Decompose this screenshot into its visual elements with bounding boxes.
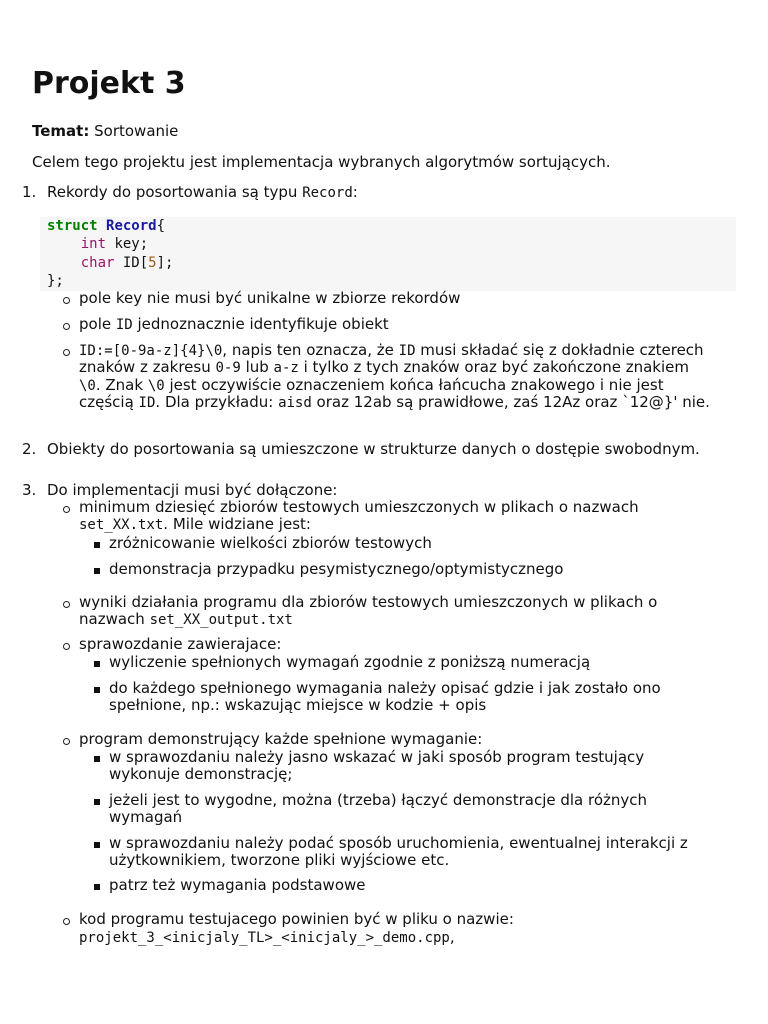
item-3-bullet-4-sub-1-line-2: wykonuje demonstrację; (109, 765, 293, 783)
bullet-circle (63, 918, 70, 925)
code-field-key: key; (106, 236, 149, 252)
text-part: jednoznacznie identyfikuje obiekt (132, 315, 389, 333)
text-part: jest oczywiście oznaczeniem końca łańcucha znakowego i nie jest (164, 376, 664, 394)
item-3-bullet-3-sub-1: wyliczenie spełnionych wymagań zgodnie z poniższą numeracją (109, 653, 591, 671)
bullet-square (94, 842, 100, 848)
item-3-bullet-1-sub-1: zróżnicowanie wielkości zbiorów testowych (109, 534, 432, 552)
intro-paragraph: Celem tego projektu jest implementacja wybranych algorytmów sortujących. (32, 153, 611, 171)
bullet-circle (63, 738, 70, 745)
inline-code: a-z (273, 360, 299, 376)
item-3-bullet-2-line-2 (79, 611, 293, 630)
code-line-3 (47, 254, 173, 272)
item-1-bullet-1: pole key nie musi być unikalne w zbiorze rekordów (79, 289, 461, 307)
text-part: , napis ten oznacza, że (222, 341, 399, 359)
text-part: oraz 12ab są prawidłowe, zaś 12Az oraz `12@}' nie. (311, 393, 710, 411)
page-title: Projekt 3 (32, 66, 186, 101)
item-1-bullet-3-line-4 (79, 394, 710, 413)
text-part: lub (240, 358, 274, 376)
text-part: . Dla przykładu: (155, 393, 279, 411)
bullet-square (94, 756, 100, 762)
code-type-int: int (80, 236, 107, 252)
code-block (40, 217, 736, 291)
bullet-circle (63, 297, 70, 304)
topic-label: Temat: (32, 122, 90, 140)
bullet-circle (63, 643, 70, 650)
item-3-bullet-4: program demonstrujący każde spełnione wymaganie: (79, 730, 483, 748)
item-1-code: Record (302, 185, 353, 201)
item-1-bullet-3-line-2 (79, 359, 689, 378)
code-struct-keyword: struct (47, 218, 98, 234)
item-1-text (47, 184, 358, 203)
text-part: . Znak (95, 376, 148, 394)
inline-code: aisd (278, 395, 312, 411)
item-3-text: Do implementacji musi być dołączone: (47, 481, 338, 499)
code-line-1 (47, 217, 165, 235)
bullet-circle (63, 349, 70, 356)
code-line-4 (47, 272, 64, 290)
item-3-bullet-1-line-1: minimum dziesięć zbiorów testowych umieszczonych w plikach o nazwach (79, 498, 639, 516)
bullet-square (94, 661, 100, 667)
item-3-bullet-1-sub-2: demonstracja przypadku pesymistycznego/optymistycznego (109, 560, 564, 578)
inline-code: ID (398, 343, 416, 359)
bullet-square (94, 799, 100, 805)
text-part: , (449, 928, 455, 946)
item-3-bullet-5-line-1: kod programu testujacego powinien być w pliku o nazwie: (79, 910, 514, 928)
code-close-brace: }; (47, 273, 64, 289)
item-3-bullet-4-sub-4: patrz też wymagania podstawowe (109, 876, 366, 894)
bullet-square (94, 568, 100, 574)
inline-code: ID (115, 317, 133, 333)
inline-code: 0-9 (215, 360, 241, 376)
inline-code: ID (138, 395, 156, 411)
topic-value: Sortowanie (94, 122, 179, 140)
topic-line (32, 121, 178, 141)
item-1-lead: Rekordy do posortowania są typu (47, 183, 303, 201)
item-3-bullet-3-sub-2-line-1: do każdego spełnionego wymagania należy opisać gdzie i jak zostało ono (109, 679, 661, 697)
bullet-square (94, 687, 100, 693)
bullet-circle (63, 506, 70, 513)
code-array-size: 5 (148, 255, 157, 271)
inline-code: \0 (147, 378, 165, 394)
inline-code: ID:=[0-9a-z]{4}\0 (79, 343, 223, 359)
item-1-tail: : (352, 183, 358, 201)
item-3-bullet-5-line-2 (79, 929, 455, 948)
text-part: i tylko z tych znaków oraz być zakończone znakiem (298, 358, 689, 376)
item-2-number: 2. (22, 440, 37, 458)
item-3-bullet-4-sub-3-line-2: użytkownikiem, tworzone pliki wyjściowe etc. (109, 851, 450, 869)
text-part: . Mile widziane jest: (163, 515, 311, 533)
text-part: nazwach (79, 610, 150, 628)
text-part: znaków z zakresu (79, 358, 216, 376)
text-part: częścią (79, 393, 139, 411)
item-1-bullet-2 (79, 316, 389, 335)
text-part: musi składać się z dokładnie czterech (415, 341, 704, 359)
bullet-square (94, 542, 100, 548)
item-3-bullet-3: sprawozdanie zawierajace: (79, 635, 282, 653)
item-2-text: Obiekty do posortowania są umieszczone w strukturze danych o dostępie swobodnym. (47, 440, 700, 458)
bullet-square (94, 884, 100, 890)
code-struct-name: Record (106, 218, 157, 234)
item-1-number: 1. (22, 183, 37, 201)
bullet-circle (63, 323, 70, 330)
inline-code: set_XX.txt (79, 517, 164, 533)
code-open-brace: { (156, 218, 166, 234)
text-part: pole (79, 315, 116, 333)
item-3-bullet-3-sub-2-line-2: spełnione, np.: wskazując miejsce w kodzie + opis (109, 696, 487, 714)
bullet-circle (63, 601, 70, 608)
inline-code: \0 (79, 378, 96, 394)
inline-code: set_XX_output.txt (149, 612, 293, 628)
item-3-bullet-4-sub-2-line-2: wymagań (109, 808, 183, 826)
item-3-bullet-2-line-1: wyniki działania programu dla zbiorów testowych umieszczonych w plikach o (79, 593, 658, 611)
code-field-id-end: ]; (156, 255, 174, 271)
code-line-2 (47, 235, 148, 253)
item-3-bullet-4-sub-1-line-1: w sprawozdaniu należy jasno wskazać w jaki sposób program testujący (109, 748, 645, 766)
inline-code: projekt_3_<inicjaly_TL>_<inicjaly_>_demo.cpp (79, 930, 450, 946)
item-3-bullet-1-line-2 (79, 516, 311, 535)
item-3-number: 3. (22, 481, 37, 499)
item-3-bullet-4-sub-3-line-1: w sprawozdaniu należy podać sposób uruchomienia, ewentualnej interakcji z (109, 834, 688, 852)
code-field-id: ID[ (114, 255, 149, 271)
code-type-char: char (80, 255, 115, 271)
item-3-bullet-4-sub-2-line-1: jeżeli jest to wygodne, można (trzeba) łączyć demonstracje dla różnych (109, 791, 648, 809)
